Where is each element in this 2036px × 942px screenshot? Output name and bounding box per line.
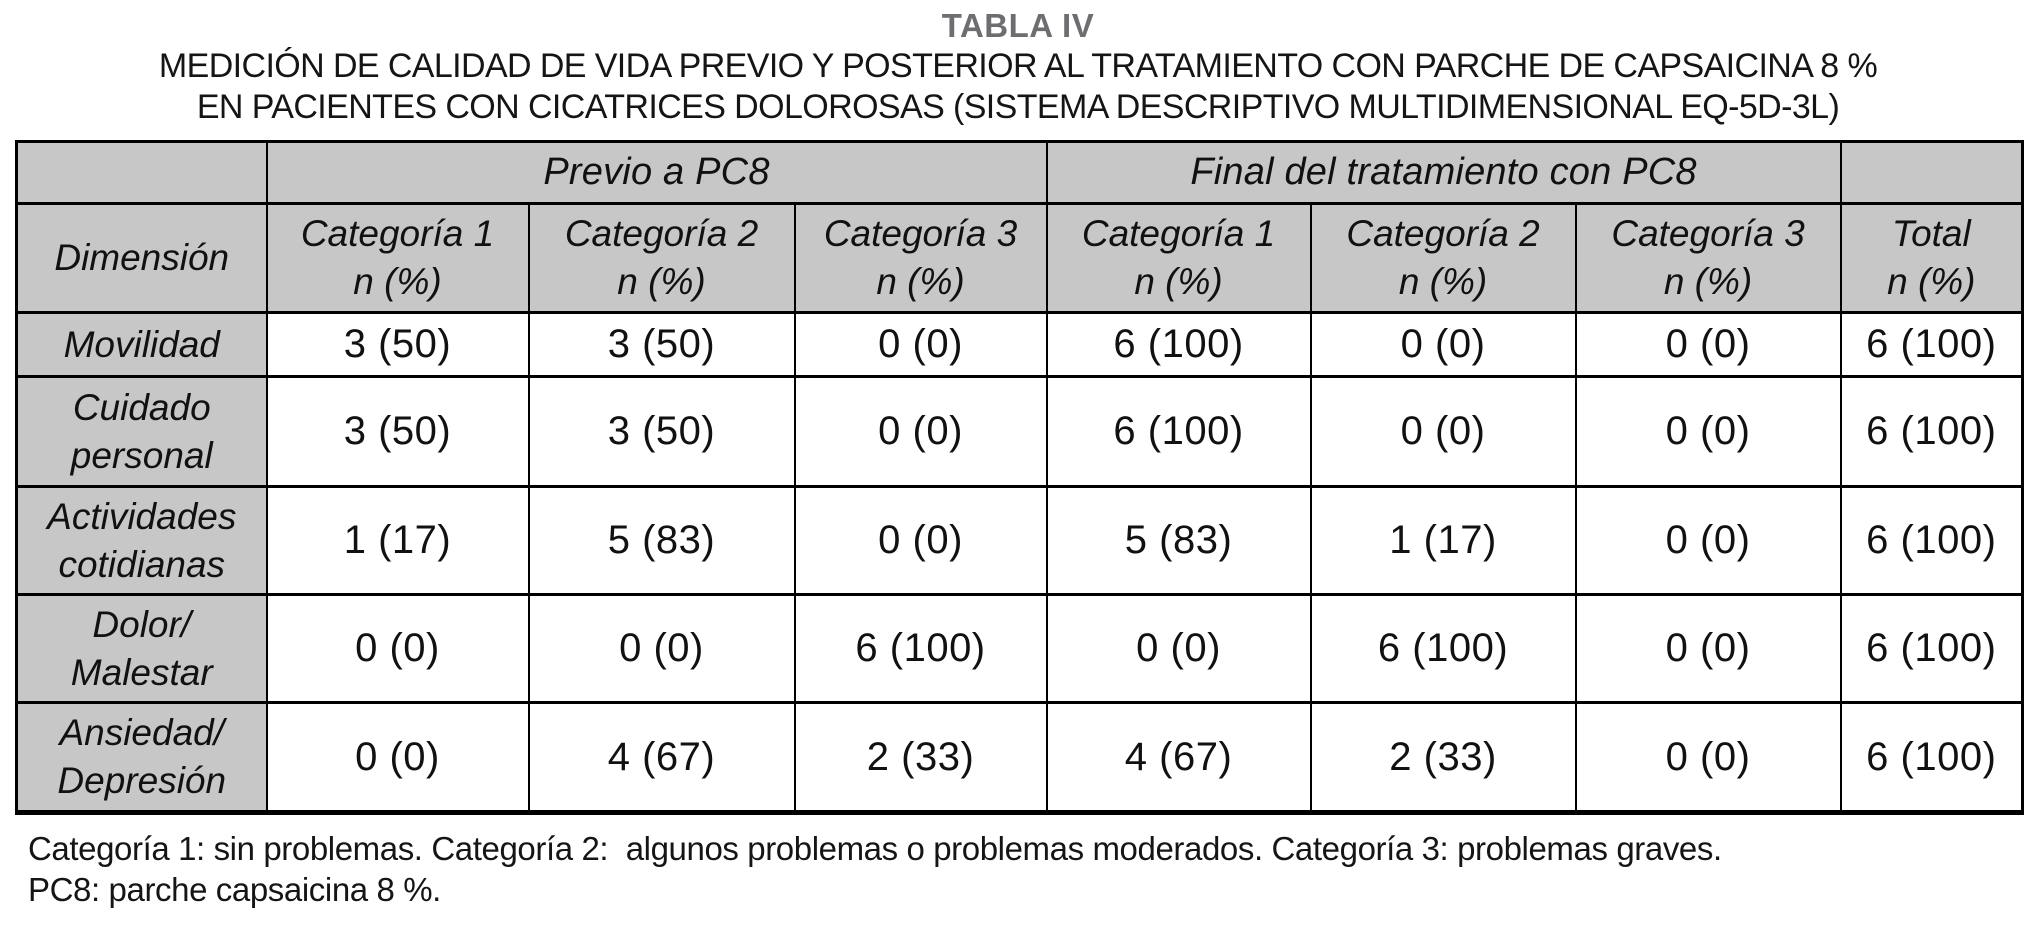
value-cell: 6 (100)	[1311, 595, 1576, 703]
table-row	[17, 313, 2023, 377]
column-header-row	[17, 204, 2023, 313]
value-cell: 5 (83)	[1047, 487, 1311, 595]
value-cell: 2 (33)	[795, 703, 1047, 813]
category-label: Categoría 3	[1611, 213, 1805, 254]
value-cell: 6 (100)	[795, 595, 1047, 703]
column-header-final-cat1	[1047, 204, 1311, 313]
group-header-final: Final del tratamiento con PC8	[1047, 142, 1841, 204]
table-number-label: TABLA IV	[941, 7, 1095, 44]
table-title-line-2: EN PACIENTES CON CICATRICES DOLOROSAS (SISTEMA DESCRIPTIVO MULTIDIMENSIONAL EQ-5D-3L)	[196, 88, 1840, 126]
value-cell: 0 (0)	[267, 595, 529, 703]
value-cell: 0 (0)	[1576, 703, 1841, 813]
value-cell: 3 (50)	[529, 377, 795, 487]
column-header-final-cat2	[1311, 204, 1576, 313]
footnotes	[28, 828, 2036, 910]
value-cell: 6 (100)	[1047, 377, 1311, 487]
value-cell: 0 (0)	[1576, 377, 1841, 487]
group-header-previo: Previo a PC8	[267, 142, 1047, 204]
eq5d-results-table	[15, 140, 2024, 815]
category-label: Categoría 2	[1346, 213, 1540, 254]
value-cell: 3 (50)	[267, 377, 529, 487]
value-cell: 3 (50)	[267, 313, 529, 377]
value-cell: 6 (100)	[1841, 595, 2023, 703]
category-label: Categoría 1	[300, 213, 495, 254]
dimension-ansiedad-depresion: Ansiedad/ Depresión	[17, 703, 267, 813]
value-cell: 0 (0)	[1576, 313, 1841, 377]
column-header-previo-cat2	[529, 204, 795, 313]
n-pct-label: n (%)	[617, 261, 706, 302]
table-row	[17, 595, 2023, 703]
value-cell: 0 (0)	[795, 377, 1047, 487]
value-cell: 6 (100)	[1841, 487, 2023, 595]
dimension-cuidado-personal: Cuidado personal	[17, 377, 267, 487]
value-cell: 6 (100)	[1841, 703, 2023, 813]
n-pct-label: n (%)	[1398, 261, 1488, 302]
n-pct-label: n (%)	[1663, 261, 1753, 302]
total-empty-cell	[1841, 142, 2023, 204]
column-header-previo-cat3	[795, 204, 1047, 313]
column-header-final-cat3	[1576, 204, 1841, 313]
value-cell: 1 (17)	[1311, 487, 1576, 595]
value-cell: 0 (0)	[1576, 595, 1841, 703]
value-cell: 0 (0)	[795, 487, 1047, 595]
n-pct-label: n (%)	[1134, 261, 1223, 302]
column-header-dimension: Dimensión	[17, 204, 267, 313]
dimension-movilidad: Movilidad	[17, 313, 267, 377]
group-header-row	[17, 142, 2023, 204]
n-pct-label: n (%)	[876, 261, 965, 302]
value-cell: 6 (100)	[1841, 313, 2023, 377]
corner-empty-cell	[17, 142, 267, 204]
value-cell: 0 (0)	[1311, 313, 1576, 377]
value-cell: 5 (83)	[529, 487, 795, 595]
n-pct-label: n (%)	[353, 261, 442, 302]
value-cell: 0 (0)	[795, 313, 1047, 377]
value-cell: 0 (0)	[1047, 595, 1311, 703]
category-label: Categoría 2	[564, 213, 759, 254]
value-cell: 6 (100)	[1841, 377, 2023, 487]
column-header-total	[1841, 204, 2023, 313]
value-cell: 2 (33)	[1311, 703, 1576, 813]
value-cell: 1 (17)	[267, 487, 529, 595]
value-cell: 6 (100)	[1047, 313, 1311, 377]
value-cell: 0 (0)	[1311, 377, 1576, 487]
total-label: Total	[1891, 213, 1971, 254]
category-label: Categoría 3	[823, 213, 1018, 254]
value-cell: 3 (50)	[529, 313, 795, 377]
value-cell: 0 (0)	[267, 703, 529, 813]
n-pct-label: n (%)	[1887, 261, 1976, 302]
column-header-previo-cat1	[267, 204, 529, 313]
footnote-categories: Categoría 1: sin problemas. Categoría 2: algunos problemas o problemas moderados. Categoría 3: problemas graves.	[28, 830, 1722, 867]
value-cell: 4 (67)	[529, 703, 795, 813]
footnote-pc8: PC8: parche capsaicina 8 %.	[28, 871, 441, 908]
value-cell: 0 (0)	[529, 595, 795, 703]
value-cell: 0 (0)	[1576, 487, 1841, 595]
table-title-line-1: MEDICIÓN DE CALIDAD DE VIDA PREVIO Y POSTERIOR AL TRATAMIENTO CON PARCHE DE CAPSAICINA 8 %	[158, 47, 1878, 85]
dimension-actividades-cotidianas: Actividades cotidianas	[17, 487, 267, 595]
table-row	[17, 487, 2023, 595]
dimension-dolor-malestar: Dolor/ Malestar	[17, 595, 267, 703]
table-row	[17, 377, 2023, 487]
category-label: Categoría 1	[1081, 213, 1276, 254]
table-row	[17, 703, 2023, 813]
value-cell: 4 (67)	[1047, 703, 1311, 813]
title-block	[0, 0, 2036, 128]
